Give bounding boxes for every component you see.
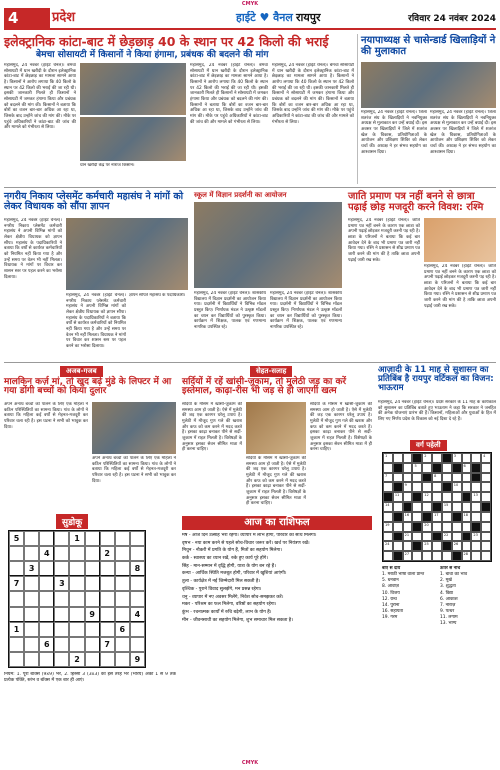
- rashifal-item: वृश्चिक - पुराने विवाद सुलझेंगे, मन प्रसन्न रहेगा।: [182, 586, 262, 592]
- crossword-clue: 4. विद्या: [440, 590, 454, 596]
- crossword-across: [382, 566, 437, 726]
- sudoku-cell: [24, 546, 39, 561]
- row-divider-2: [4, 362, 496, 363]
- sudoku-cell: [24, 591, 39, 606]
- sudoku-cell: [9, 546, 24, 561]
- sudoku-cell: [69, 546, 84, 561]
- sudoku-cell: [9, 561, 24, 576]
- sudoku-cell: [54, 561, 69, 576]
- lead-photo-2: [80, 117, 186, 161]
- sudoku-grid: [8, 530, 146, 668]
- crossword-clue: 16. सहायता: [382, 609, 404, 615]
- crossword-clue: 19. गरम: [382, 615, 398, 621]
- sudoku-cell: 3: [54, 576, 69, 591]
- chess-body-col2: महासमुंद, 24 नवंबर (हाईटे चैनल)। जिला शतरंज संघ के खिलाड़ियों ने नवनियुक्त अध्यक्ष से मुलाकात कर उन्हें बधाई दी। इस अवसर पर खिलाड़ियों ने जिले में शतरंज खेल के विकास, प्रतियोगिताओं के आयोजन और प्रशिक्षण शिविर को लेकर चर्चा की। अध्यक्ष ने हर संभव सहयोग का आश्वासन दिया।: [430, 110, 496, 155]
- sudoku-cell: 7: [9, 576, 24, 591]
- nigam-headline: नगरीय निकाय प्लेसमेंट कर्मचारी महासंघ ने मांगों को लेकर विधायक को सौंपा ज्ञापन: [4, 191, 184, 212]
- crossword-clue: 14. पुराना: [382, 602, 400, 608]
- sudoku-cell: [85, 591, 100, 606]
- school-body-col2: महासमुंद, 24 नवंबर (हाईटे चैनल)। शासकीय विद्यालय में विज्ञान प्रदर्शनी का आयोजन किया गया। प्रदर्शनी में विद्यार्थियों ने विभिन्न मॉडल प्रस्तुत किए। निर्णायक मंडल ने उत्कृष्ट मॉडलों का चयन कर विद्यार्थियों को पुरस्कृत किया। कार्यक्रम में शिक्षक, पालक एवं गणमान्य नागरिक उपस्थित रहे।: [270, 291, 342, 331]
- sudoku-cell: [69, 591, 84, 606]
- sudoku-cell: [100, 607, 115, 622]
- rashifal-item: सिंह - मान-सम्मान में वृद्धि होगी, यात्रा के योग बन रहे हैं।: [182, 563, 276, 569]
- crossword-clue: 1. बाधा का भाव: [440, 572, 468, 578]
- sudoku-cell: 9: [85, 607, 100, 622]
- health-tag: सेहत-सलाह: [250, 366, 292, 377]
- sudoku-cell: [54, 637, 69, 652]
- sudoku-cell: 6: [115, 622, 130, 637]
- crossword-clue: 2. मूर्ख: [440, 578, 452, 584]
- page-number: 4: [4, 8, 50, 28]
- sudoku-cell: [24, 652, 39, 667]
- row-divider: [4, 187, 496, 188]
- crossword-clue: 10. विजय: [382, 590, 400, 596]
- crossword-clue: 6. आकाश: [440, 596, 458, 602]
- sudoku-cell: [100, 652, 115, 667]
- sudoku-cell: 4: [39, 546, 54, 561]
- crime-headline: मालकिन कर्ज़ मां, तो खुद बढ़े मुंडे के लिफ्टर में आ गया डोंगी बच्चों को किया दुलार: [4, 377, 172, 397]
- across-title: बाएं से दायें: [382, 566, 401, 571]
- jaati-body-col1: महासमुंद, 24 नवंबर (हाईटे चैनल)। जाति प्रमाण पत्र नहीं बनने के कारण एक छात्रा को अपनी पढ़ाई छोड़कर मजदूरी करनी पड़ रही है। छात्रा के परिजनों ने बताया कि कई बार आवेदन देने के बाद भी प्रमाण पत्र जारी नहीं किया गया। रश्मि ने प्रशासन से शीघ्र प्रमाण पत्र जारी करने की मांग की है ताकि छात्रा अपनी पढ़ाई जारी रख सके।: [348, 218, 420, 263]
- lead-body-col3: महासमुंद, 24 नवंबर (हाईटे चैनल)। बेमचा सोसायटी में धान खरीदी के दौरान इलेक्ट्रानिक कांटा-बाट में छेड़छाड़ का मामला सामने आया है। किसानों ने आरोप लगाया कि 40 किलो के स्थान पर 42 किलो की भराई की जा रही थी। इसकी जानकारी मिलते ही किसानों ने सोसायटी में जमकर हंगामा किया और प्रबंधक को बदलने की मांग की। किसानों ने बताया कि बोरों का वजन बार-बार अधिक आ रहा था, जिसके बाद उन्होंने जांच की मांग की। मौके पर पहुंचे अधिकारियों ने कांटा-बाट की जांच की और मामले को गंभीरता से लिया।: [272, 63, 354, 125]
- chess-body-col1: महासमुंद, 24 नवंबर (हाईटे चैनल)। जिला शतरंज संघ के खिलाड़ियों ने नवनियुक्त अध्यक्ष से मुलाकात कर उन्हें बधाई दी। इस अवसर पर खिलाड़ियों ने जिले में शतरंज खेल के विकास, प्रतियोगिताओं के आयोजन और प्रशिक्षण शिविर को लेकर चर्चा की। अध्यक्ष ने हर संभव सहयोग का आश्वासन दिया।: [361, 110, 427, 155]
- sudoku-cell: [24, 576, 39, 591]
- crossword-clue: 11. लगाम: [440, 615, 458, 621]
- crossword-title: वर्ग पहेली: [410, 440, 447, 451]
- crossword-clue: 5. धनवान: [382, 578, 399, 584]
- cmyk-mark-bottom: CMYK: [241, 760, 259, 766]
- lead-body-col1: महासमुंद, 24 नवंबर (हाईटे चैनल)। बेमचा सोसायटी में धान खरीदी के दौरान इलेक्ट्रानिक कांटा-बाट में छेड़छाड़ का मामला सामने आया है। किसानों ने आरोप लगाया कि 40 किलो के स्थान पर 42 किलो की भराई की जा रही थी। इसकी जानकारी मिलते ही किसानों ने सोसायटी में जमकर हंगामा किया और प्रबंधक को बदलने की मांग की। किसानों ने बताया कि बोरों का वजन बार-बार अधिक आ रहा था, जिसके बाद उन्होंने जांच की मांग की। मौके पर पहुंचे अधिकारियों ने कांटा-बाट की जांच की और मामले को गंभीरता से लिया।: [4, 63, 76, 131]
- sudoku-cell: [100, 576, 115, 591]
- sudoku-cell: [24, 622, 39, 637]
- sudoku-cell: [69, 622, 84, 637]
- sudoku-cell: [130, 591, 145, 606]
- crime-body-col1: अपने अनाथ बच्चों को पालने के लिए एक महिला ने कठिन परिस्थितियों का सामना किया। गांव के लोगों ने बताया कि महिला कई वर्षों से मेहनत-मजदूरी कर परिवार चला रही है। इस घटना ने सभी को भावुक कर दिया।: [4, 402, 88, 430]
- rashifal-item: वृषभ - नया काम करने से पहले सोच-विचार जरूर करें। खर्च पर नियंत्रण रखें।: [182, 540, 310, 546]
- crime-photo: [92, 402, 176, 454]
- vision-headline: आज़ादी के 11 माह से सुशासन का प्रतिबिंब है रायपुर वर्टिकल का विजन: भाऊराम: [378, 365, 494, 393]
- crossword-clue: 13. भाग्य: [440, 621, 457, 627]
- lead-caption: धान खरीदी केंद्र पर नाराज किसान।: [80, 163, 135, 168]
- crossword-clue: 7. नाराज़: [440, 602, 456, 608]
- crossword-clue: 9. पत्थर: [440, 609, 455, 615]
- crossword-clue: 8. आवाज़: [382, 584, 399, 590]
- sudoku-cell: [69, 637, 84, 652]
- column-divider: [357, 34, 358, 184]
- sudoku-cell: [54, 652, 69, 667]
- sudoku-cell: [54, 622, 69, 637]
- chess-headline: नयापाथ्यक्ष से चासेन्डार्ड खिलाड़ियों ने की मुलाकात: [361, 35, 496, 57]
- nigam-body-col1: महासमुंद, 24 नवंबर (हाईटे चैनल)। नगरीय निकाय प्लेसमेंट कर्मचारी महासंघ ने अपनी विभिन्न मांगों को लेकर क्षेत्रीय विधायक को ज्ञापन सौंपा। महासंघ के पदाधिकारियों ने बताया कि वर्षों से कार्यरत कर्मचारियों को नियमित नहीं किया गया है और उन्हें समय पर वेतन भी नहीं मिलता। विधायक ने मांगों पर विचार कर शासन स्तर पर पहल करने का भरोसा दिलाया।: [4, 218, 62, 280]
- lead-body-col2: महासमुंद, 24 नवंबर (हाईटे चैनल)। बेमचा सोसायटी में धान खरीदी के दौरान इलेक्ट्रानिक कांटा-बाट में छेड़छाड़ का मामला सामने आया है। किसानों ने आरोप लगाया कि 40 किलो के स्थान पर 42 किलो की भराई की जा रही थी। इसकी जानकारी मिलते ही किसानों ने सोसायटी में जमकर हंगामा किया और प्रबंधक को बदलने की मांग की। किसानों ने बताया कि बोरों का वजन बार-बार अधिक आ रहा था, जिसके बाद उन्होंने जांच की मांग की। मौके पर पहुंचे अधिकारियों ने कांटा-बाट की जांच की और मामले को गंभीरता से लिया।: [190, 63, 268, 125]
- sudoku-cell: 2: [100, 546, 115, 561]
- sudoku-cell: [39, 576, 54, 591]
- lead-headline: इलेक्ट्रानिक कांटा-बाट में छेड़छाड़ 40 के स्थान पर 42 किलो की भराई: [4, 34, 329, 49]
- masthead: [4, 8, 496, 30]
- sudoku-cell: [54, 531, 69, 546]
- sudoku-cell: [9, 652, 24, 667]
- sudoku-cell: [130, 546, 145, 561]
- sudoku-cell: [54, 607, 69, 622]
- sudoku-cell: [54, 591, 69, 606]
- sudoku-cell: [85, 622, 100, 637]
- sudoku-cell: 8: [130, 561, 145, 576]
- rashifal-list: [182, 533, 372, 723]
- school-headline: स्कूल में विज्ञान प्रदर्शनी का आयोजन: [194, 191, 287, 199]
- health-body-col1: सर्दियों के मौसम में खांसी-जुकाम की समस्या आम हो जाती है। ऐसे में मुलेठी की जड़ एक कारगर घरेलू उपाय है। मुलेठी में मौजूद गुण गले की खराश और कफ को कम करने में मदद करते हैं। इसका काढ़ा बनाकर पीने से सर्दी-जुकाम में राहत मिलती है। विशेषज्ञों के अनुसार इसका सेवन सीमित मात्रा में ही करना चाहिए।: [182, 402, 242, 453]
- sudoku-cell: [130, 637, 145, 652]
- jaati-body-col2: महासमुंद, 24 नवंबर (हाईटे चैनल)। जाति प्रमाण पत्र नहीं बनने के कारण एक छात्रा को अपनी पढ़ाई छोड़कर मजदूरी करनी पड़ रही है। छात्रा के परिजनों ने बताया कि कई बार आवेदन देने के बाद भी प्रमाण पत्र जारी नहीं किया गया। रश्मि ने प्रशासन से शीघ्र प्रमाण पत्र जारी करने की मांग की है ताकि छात्रा अपनी पढ़ाई जारी रख सके।: [424, 264, 496, 309]
- sudoku-cell: [85, 546, 100, 561]
- sudoku-cell: 1: [69, 531, 84, 546]
- sudoku-cell: [130, 576, 145, 591]
- rashifal-item: मेष - आज दिन उत्साह भरा रहेगा। व्यापार में लाभ होगा, परिवार का साथ मिलेगा।: [182, 533, 317, 538]
- lead-subhead: बेमचा सोसायटी में किसानों ने किया हंगामा, प्रबंधक की बदलने की मांग: [36, 50, 269, 60]
- sudoku-cell: [100, 622, 115, 637]
- sudoku-rules: नियम: 1. पूरा बॉक्स (9x9) भरें, 2. हिस्सों 3 (3x3) को इस तरह भरें (भरिये) अंकों 1 से 9 तक प्रत्येक पंक्ति, स्तंभ व बॉक्स में एक बार ही आएं।: [4, 672, 176, 684]
- section-title: प्रदेश: [52, 10, 76, 25]
- rashifal-item: मीन - जीवनसाथी का सहयोग मिलेगा, शुभ समाचार मिल सकता है।: [182, 617, 293, 623]
- health-headline: सर्दियों में रहें खांसी-जुकाम, तो मुलेठी जड़ का करें इस्तेमाल, काढ़ा-रीस भी जड़ से हो जाएगी खत्म: [182, 377, 347, 397]
- sudoku-cell: 4: [130, 607, 145, 622]
- rashifal-item: कुंभ - रचनात्मक कार्यों में रुचि बढ़ेगी, लाभ के योग हैं।: [182, 609, 272, 615]
- sudoku-cell: [54, 546, 69, 561]
- nigam-body-col2: महासमुंद, 24 नवंबर (हाईटे चैनल)। नगरीय निकाय प्लेसमेंट कर्मचारी महासंघ ने अपनी विभिन्न मांगों को लेकर क्षेत्रीय विधायक को ज्ञापन सौंपा। महासंघ के पदाधिकारियों ने बताया कि वर्षों से कार्यरत कर्मचारियों को नियमित नहीं किया गया है और उन्हें समय पर वेतन भी नहीं मिलता। विधायक ने मांगों पर विचार कर शासन स्तर पर पहल करने का भरोसा दिलाया।: [66, 293, 126, 350]
- sudoku-cell: [130, 531, 145, 546]
- newspaper-brand: हाईटे ♥ वैनल: [236, 11, 293, 24]
- sudoku-cell: 1: [9, 622, 24, 637]
- sudoku-cell: 6: [39, 637, 54, 652]
- rashifal-item: धनु - व्यापार में नए अवसर मिलेंगे, निवेश सोच-समझकर करें।: [182, 594, 284, 600]
- sudoku-cell: [115, 652, 130, 667]
- health-body-col3: सर्दियों के मौसम में खांसी-जुकाम की समस्या आम हो जाती है। ऐसे में मुलेठी की जड़ एक कारगर घरेलू उपाय है। मुलेठी में मौजूद गुण गले की खराश और कफ को कम करने में मदद करते हैं। इसका काढ़ा बनाकर पीने से सर्दी-जुकाम में राहत मिलती है। विशेषज्ञों के अनुसार इसका सेवन सीमित मात्रा में ही करना चाहिए।: [310, 402, 372, 453]
- sudoku-cell: [115, 637, 130, 652]
- nigam-caption: ज्ञापन सौंपते महासंघ के पदाधिकारी।: [129, 293, 186, 298]
- crossword-clue: 12. ग्रन्थ: [382, 596, 397, 602]
- sudoku-cell: [100, 561, 115, 576]
- sudoku-cell: [24, 531, 39, 546]
- sudoku-cell: [115, 591, 130, 606]
- sudoku-cell: [9, 637, 24, 652]
- sudoku-cell: [100, 591, 115, 606]
- sudoku-cell: 5: [9, 531, 24, 546]
- lead-photo-1: [80, 63, 186, 115]
- crossword-grid: 1 2 3 4 5 6 7 8 9 10 11 12 13 14 15 16 17 18 19 20 21 22 23 24 25 26 27 28: [382, 452, 492, 562]
- edition-city: रायपुर: [296, 11, 321, 24]
- rashifal-item: मिथुन - नौकरी में प्रगति के योग हैं, मित्रों का सहयोग मिलेगा।: [182, 548, 283, 554]
- crossword-clue: 3. शुद्धता: [440, 584, 456, 590]
- sudoku-cell: [9, 591, 24, 606]
- chess-photo: [361, 62, 496, 108]
- sudoku-cell: [130, 622, 145, 637]
- sudoku-cell: [115, 561, 130, 576]
- sudoku-cell: [100, 531, 115, 546]
- school-photo: [194, 202, 342, 288]
- jaati-headline: जाति प्रमाण पत्र नहीं बनने से छात्रा पढ़ाई छोड़ मजदूरी करने विवश: रश्मि: [348, 191, 484, 213]
- sudoku-cell: [39, 591, 54, 606]
- sudoku-cell: [39, 531, 54, 546]
- sudoku-cell: [69, 607, 84, 622]
- sudoku-cell: 9: [130, 652, 145, 667]
- crossword-clue: 1. मराठी भाषा वाला प्रान्त: [382, 572, 425, 578]
- sudoku-title: सुडोकू: [56, 514, 88, 529]
- sudoku-cell: [115, 546, 130, 561]
- rashifal-item: कन्या - आर्थिक स्थिति मजबूत होगी, परिवार में खुशियां आएंगी।: [182, 571, 287, 577]
- sudoku-cell: [39, 607, 54, 622]
- sudoku-cell: [39, 652, 54, 667]
- sudoku-cell: [39, 622, 54, 637]
- school-body-col1: महासमुंद, 24 नवंबर (हाईटे चैनल)। शासकीय विद्यालय में विज्ञान प्रदर्शनी का आयोजन किया गया। प्रदर्शनी में विद्यार्थियों ने विभिन्न मॉडल प्रस्तुत किए। निर्णायक मंडल ने उत्कृष्ट मॉडलों का चयन कर विद्यार्थियों को पुरस्कृत किया। कार्यक्रम में शिक्षक, पालक एवं गणमान्य नागरिक उपस्थित रहे।: [194, 291, 266, 331]
- vision-body: महासमुंद, 24 नवंबर (हाईटे चैनल)। प्रदेश सरकार के 11 माह के कार्यकाल को सुशासन का प्रतिबिंब बताते हुए भाऊराम ने कहा कि सरकार ने जनहित की अनेक योजनाएं प्रारंभ की हैं। किसानों, महिलाओं और युवाओं के हित में लिए गए निर्णय प्रदेश के विकास को नई दिशा दे रहे हैं।: [378, 400, 496, 423]
- crime-body-col2: अपने अनाथ बच्चों को पालने के लिए एक महिला ने कठिन परिस्थितियों का सामना किया। गांव के लोगों ने बताया कि महिला कई वर्षों से मेहनत-मजदूरी कर परिवार चला रही है। इस घटना ने सभी को भावुक कर दिया।: [92, 456, 176, 484]
- sudoku-cell: [85, 637, 100, 652]
- ajab-gajab-tag: अजब-गजब: [60, 366, 103, 377]
- rashifal-title: आज का राशिफल: [182, 516, 372, 530]
- sudoku-cell: 3: [24, 561, 39, 576]
- sudoku-cell: [115, 607, 130, 622]
- sudoku-cell: [85, 652, 100, 667]
- sudoku-cell: [69, 561, 84, 576]
- sudoku-cell: [39, 561, 54, 576]
- rashifal-item: कर्क - स्वास्थ्य का ध्यान रखें, रुके हुए कार्य पूरे होंगे।: [182, 556, 269, 562]
- rashmi-portrait: [424, 218, 496, 262]
- sudoku-cell: [9, 607, 24, 622]
- sudoku-cell: [85, 576, 100, 591]
- sudoku-cell: [24, 637, 39, 652]
- down-title: ऊपर से नीचे: [440, 566, 461, 571]
- sudoku-cell: [115, 531, 130, 546]
- crossword-down: [440, 566, 496, 726]
- cmyk-mark-top: CMYK: [241, 1, 259, 7]
- sudoku-cell: [115, 576, 130, 591]
- sudoku-cell: [85, 561, 100, 576]
- rashifal-item: तुला - कार्यक्षेत्र में नई जिम्मेदारी मिल सकती है।: [182, 579, 261, 585]
- sudoku-cell: [85, 531, 100, 546]
- sudoku-cell: [24, 607, 39, 622]
- sudoku-cell: [69, 576, 84, 591]
- health-body-col2: सर्दियों के मौसम में खांसी-जुकाम की समस्या आम हो जाती है। ऐसे में मुलेठी की जड़ एक कारगर घरेलू उपाय है। मुलेठी में मौजूद गुण गले की खराश और कफ को कम करने में मदद करते हैं। इसका काढ़ा बनाकर पीने से सर्दी-जुकाम में राहत मिलती है। विशेषज्ञों के अनुसार इसका सेवन सीमित मात्रा में ही करना चाहिए।: [246, 456, 306, 507]
- issue-date: रविवार 24 नवंबर 2024: [408, 14, 496, 24]
- sudoku-cell: 2: [69, 652, 84, 667]
- mulethi-photo: [246, 402, 306, 454]
- nigam-photo: [66, 218, 188, 290]
- rashifal-item: मकर - परिश्रम का फल मिलेगा, वरिष्ठों का सहयोग रहेगा।: [182, 602, 277, 608]
- sudoku-cell: 7: [100, 637, 115, 652]
